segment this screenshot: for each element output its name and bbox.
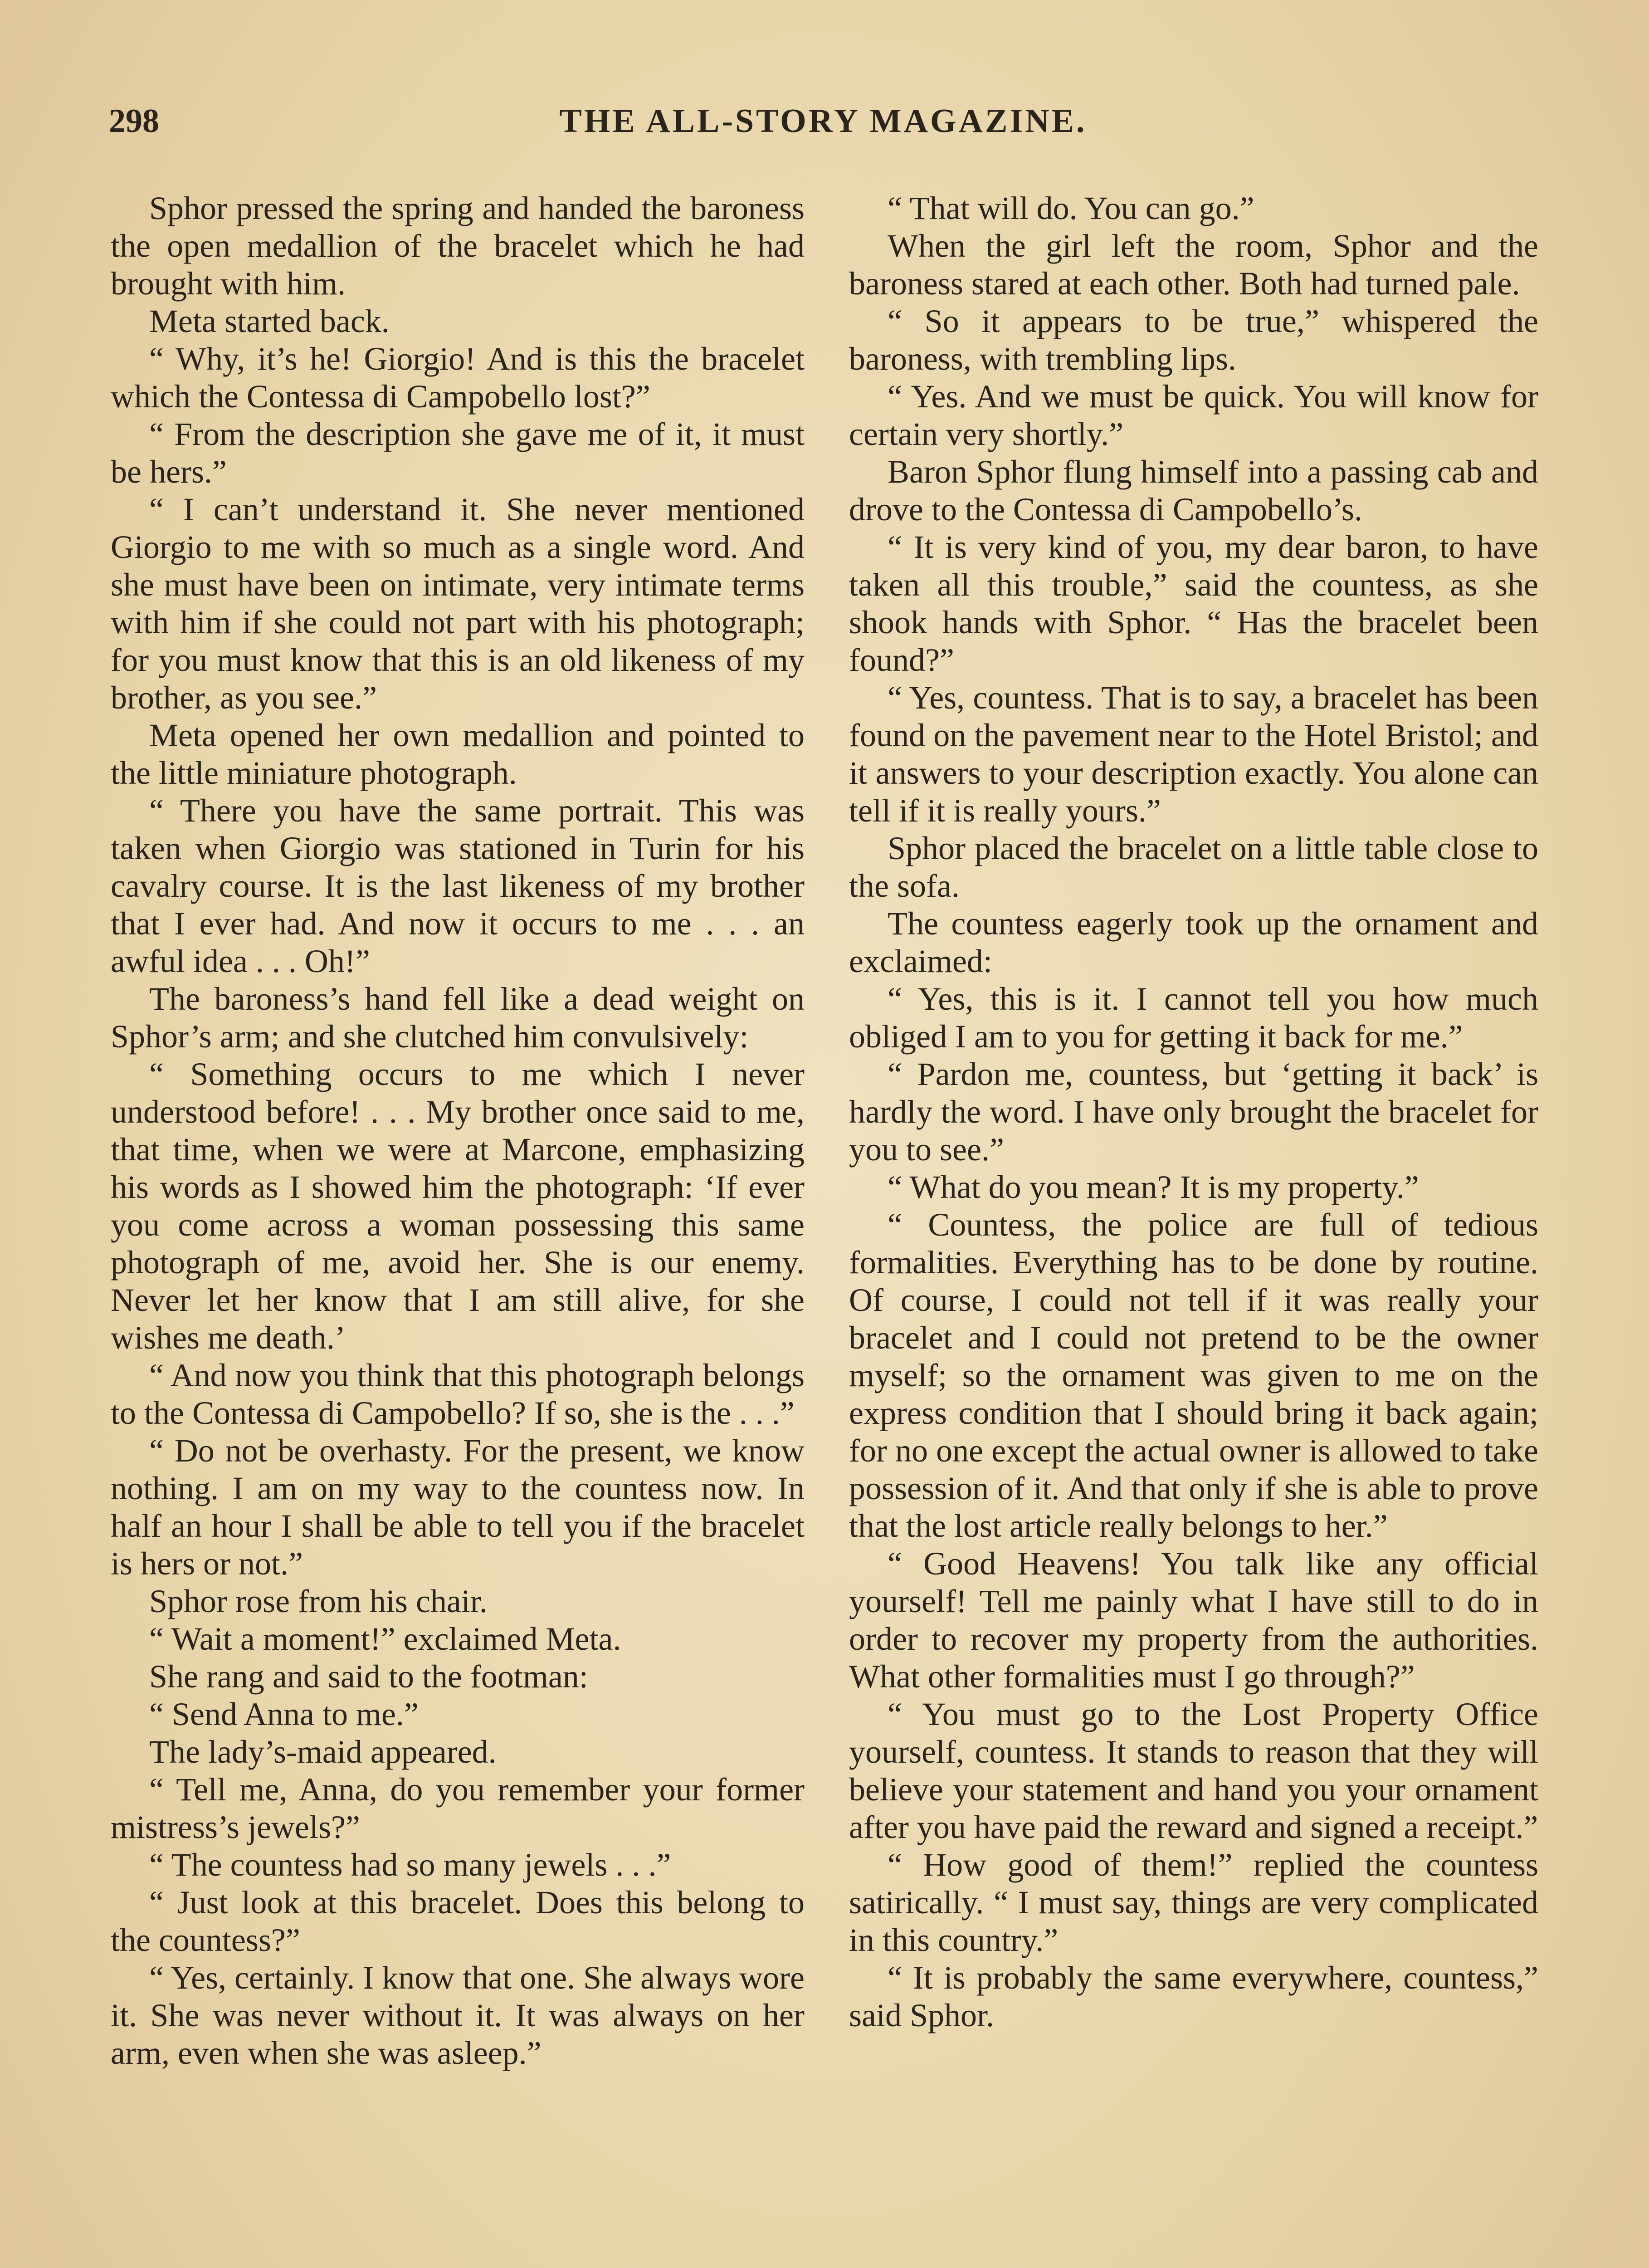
paragraph: The countess eagerly took up the ornament and exclaimed: bbox=[849, 905, 1538, 979]
paragraph: “ Yes, countess. That is to say, a bracelet has been found on the pavement near to the Hotel Bristol; and it answers to your description exactly. You alone can tell if it is really yours.” bbox=[849, 679, 1538, 829]
paragraph: “ The countess had so many jewels . . .” bbox=[149, 1847, 671, 1883]
paragraph: “ Countess, the police are full of tedious formalities. Everything has to be done by routine. Of course, I could not tell if it was really your bracelet and I could not pretend to be the owner myself; so the ornament was given to me on the express condition that I should bring it back again; for no one except the actual owner is allowed to take possession of it. And that only if she is able to prove that the lost article really belongs to her.” bbox=[849, 1207, 1538, 1544]
paragraph: “ Pardon me, countess, but ‘getting it back’ is hardly the word. I have only brought the bracelet for you to see.” bbox=[849, 1056, 1538, 1168]
paragraph: The lady’s-maid appeared. bbox=[149, 1734, 497, 1770]
paragraph: “ There you have the same portrait. This was taken when Giorgio was stationed in Turin for his cavalry course. It is the last likeness of my brother that I ever had. And now it occurs to me . . . an awful idea . . . Oh!” bbox=[111, 792, 805, 979]
paragraph: “ And now you think that this photograph belongs to the Contessa di Campobello? If so, she is the . . .” bbox=[111, 1357, 805, 1431]
paragraph: “ That will do. You can go.” bbox=[888, 190, 1254, 226]
paragraph: “ Something occurs to me which I never understood before! . . . My brother once said to me, that time, when we were at Marcone, emphasizing his words as I showed him the photograph: ‘If ever you come across a woman possessing this same photograph of me, avoid her. She is our enemy. Never let her know that I am still alive, for she wishes me death.’ bbox=[111, 1056, 805, 1356]
paragraph: “ Why, it’s he! Giorgio! And is this the bracelet which the Contessa di Campobello lost?” bbox=[111, 341, 805, 415]
paragraph: “ Yes, certainly. I know that one. She always wore it. She was never without it. It was always on her arm, even when she was asleep.” bbox=[111, 1960, 805, 2071]
right-column bbox=[849, 190, 1538, 2034]
paragraph: “ Good Heavens! You talk like any official yourself! Tell me painly what I have still to do in order to recover my property from the authorities. What other formalities must I go through?” bbox=[849, 1545, 1538, 1695]
paragraph: “ Tell me, Anna, do you remember your former mistress’s jewels?” bbox=[111, 1771, 805, 1845]
paragraph: Baron Sphor flung himself into a passing cab and drove to the Contessa di Campobello’s. bbox=[849, 454, 1538, 528]
left-column bbox=[111, 190, 805, 2072]
paragraph: Meta opened her own medallion and pointed to the little miniature photograph. bbox=[111, 717, 805, 791]
paragraph: “ I can’t understand it. She never mentioned Giorgio to me with so much as a single word. And she must have been on intimate, very intimate terms with him if she could not part with his photograph; for you must know that this is an old likeness of my brother, as you see.” bbox=[111, 491, 805, 716]
paragraph: When the girl left the room, Sphor and the baroness stared at each other. Both had turned pale. bbox=[849, 228, 1538, 302]
paragraph: The baroness’s hand fell like a dead weight on Sphor’s arm; and she clutched him convulsively: bbox=[111, 981, 805, 1055]
paragraph: “ Wait a moment!” exclaimed Meta. bbox=[149, 1621, 621, 1657]
paragraph: “ Just look at this bracelet. Does this belong to the countess?” bbox=[111, 1884, 805, 1958]
magazine-title: THE ALL-STORY MAGAZINE. bbox=[559, 103, 1087, 140]
page-header bbox=[109, 102, 1537, 156]
paragraph: “ Yes, this is it. I cannot tell you how much obliged I am to you for getting it back for me.” bbox=[849, 981, 1538, 1055]
page-number: 298 bbox=[109, 103, 159, 140]
paragraph: “ You must go to the Lost Property Office yourself, countess. It stands to reason that they will believe your statement and hand you your ornament after you have paid the reward and signed a receipt.” bbox=[849, 1696, 1538, 1845]
paragraph: Sphor pressed the spring and handed the baroness the open medallion of the bracelet which he had brought with him. bbox=[111, 190, 805, 302]
paragraph: “ What do you mean? It is my property.” bbox=[888, 1169, 1419, 1205]
paragraph: Sphor rose from his chair. bbox=[149, 1583, 488, 1619]
paragraph: “ So it appears to be true,” whispered the baroness, with trembling lips. bbox=[849, 303, 1538, 377]
paragraph: “ Do not be overhasty. For the present, we know nothing. I am on my way to the countess now. In half an hour I shall be able to tell you if the bracelet is hers or not.” bbox=[111, 1432, 805, 1582]
paragraph: She rang and said to the footman: bbox=[149, 1658, 588, 1695]
paragraph: “ From the description she gave me of it, it must be hers.” bbox=[111, 416, 805, 490]
paragraph: “ How good of them!” replied the countess satirically. “ I must say, things are very complicated in this country.” bbox=[849, 1847, 1538, 1958]
paragraph: Meta started back. bbox=[149, 303, 390, 339]
paragraph: “ It is very kind of you, my dear baron, to have taken all this trouble,” said the countess, as she shook hands with Sphor. “ Has the bracelet been found?” bbox=[849, 529, 1538, 678]
paragraph: Sphor placed the bracelet on a little table close to the sofa. bbox=[849, 830, 1538, 904]
paragraph: “ Send Anna to me.” bbox=[149, 1696, 419, 1732]
paragraph: “ Yes. And we must be quick. You will know for certain very shortly.” bbox=[849, 378, 1538, 452]
paragraph: “ It is probably the same everywhere, countess,” said Sphor. bbox=[849, 1960, 1538, 2033]
